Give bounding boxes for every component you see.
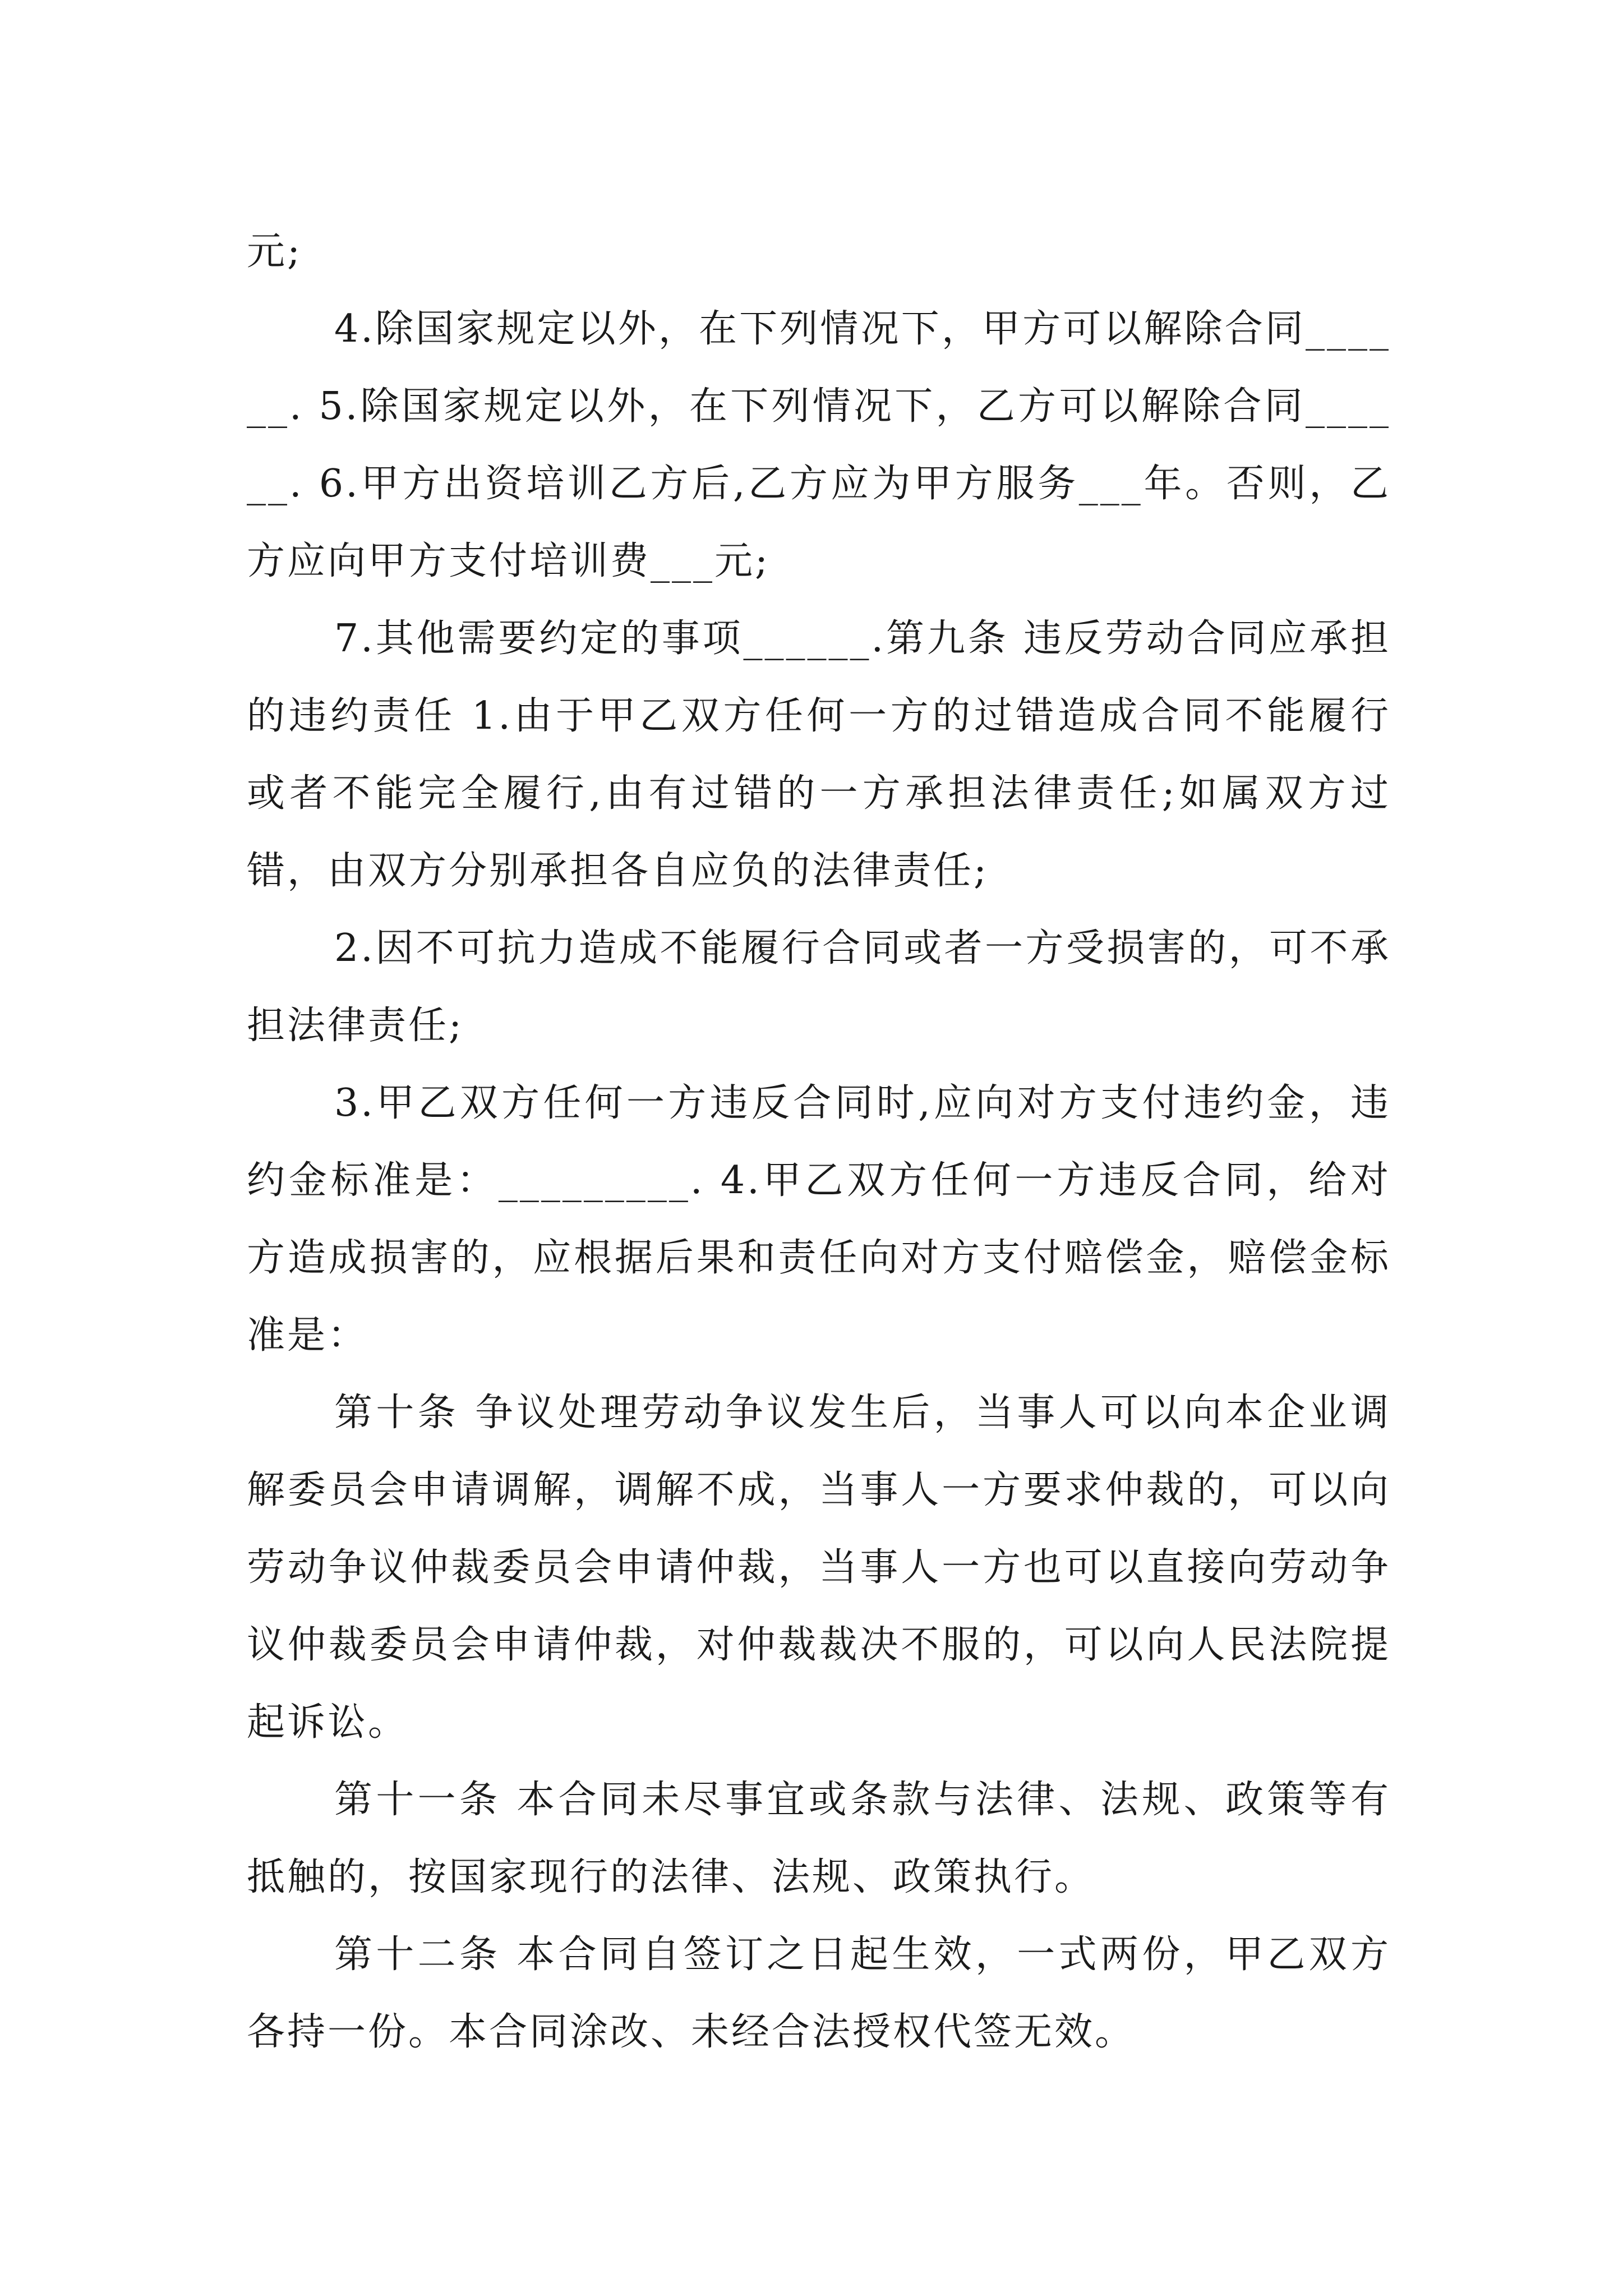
paragraph-liquidated-damages: 3.甲乙双方任何一方违反合同时,应向对方支付违约金，违约金标准是：_________. 4.甲乙双方任何一方违反合同，给对方造成损害的，应根据后果和责任向对方支付赔偿金，赔偿金标准是： — [247, 1081, 1391, 1358]
paragraph-article-eleven: 第十一条 本合同未尽事宜或条款与法律、法规、政策等有抵触的，按国家现行的法律、法规、政策执行。 — [247, 1778, 1391, 1899]
paragraph-article-nine: 7.其他需要约定的事项______.第九条 违反劳动合同应承担的违约责任 1.由于甲乙双方任何一方的过错造成合同不能履行或者不能完全履行,由有过错的一方承担法律责任;如属双方过错，由双方分别承担各自应负的法律责任; — [247, 616, 1391, 893]
document-body — [247, 213, 1391, 2071]
paragraph-article-twelve: 第十二条 本合同自签订之日起生效，一式两份，甲乙双方各持一份。本合同涂改、未经合法授权代签无效。 — [247, 1932, 1391, 2054]
paragraph-continuation: 元; — [247, 229, 302, 274]
paragraph-force-majeure: 2.因不可抗力造成不能履行合同或者一方受损害的，可不承担法律责任; — [247, 926, 1391, 1048]
paragraph-article-ten: 第十条 争议处理劳动争议发生后，当事人可以向本企业调解委员会申请调解，调解不成，当事人一方要求仲裁的，可以向劳动争议仲裁委员会申请仲裁，当事人一方也可以直接向劳动争议仲裁委员会申请仲裁，对仲裁裁决不服的，可以向人民法院提起诉讼。 — [247, 1391, 1391, 1745]
paragraph-termination-clauses: 4.除国家规定以外，在下列情况下，甲方可以解除合同______. 5.除国家规定以外，在下列情况下，乙方可以解除合同______. 6.甲方出资培训乙方后,乙方应为甲方服务___年。否则，乙方应向甲方支付培训费___元; — [247, 307, 1391, 583]
